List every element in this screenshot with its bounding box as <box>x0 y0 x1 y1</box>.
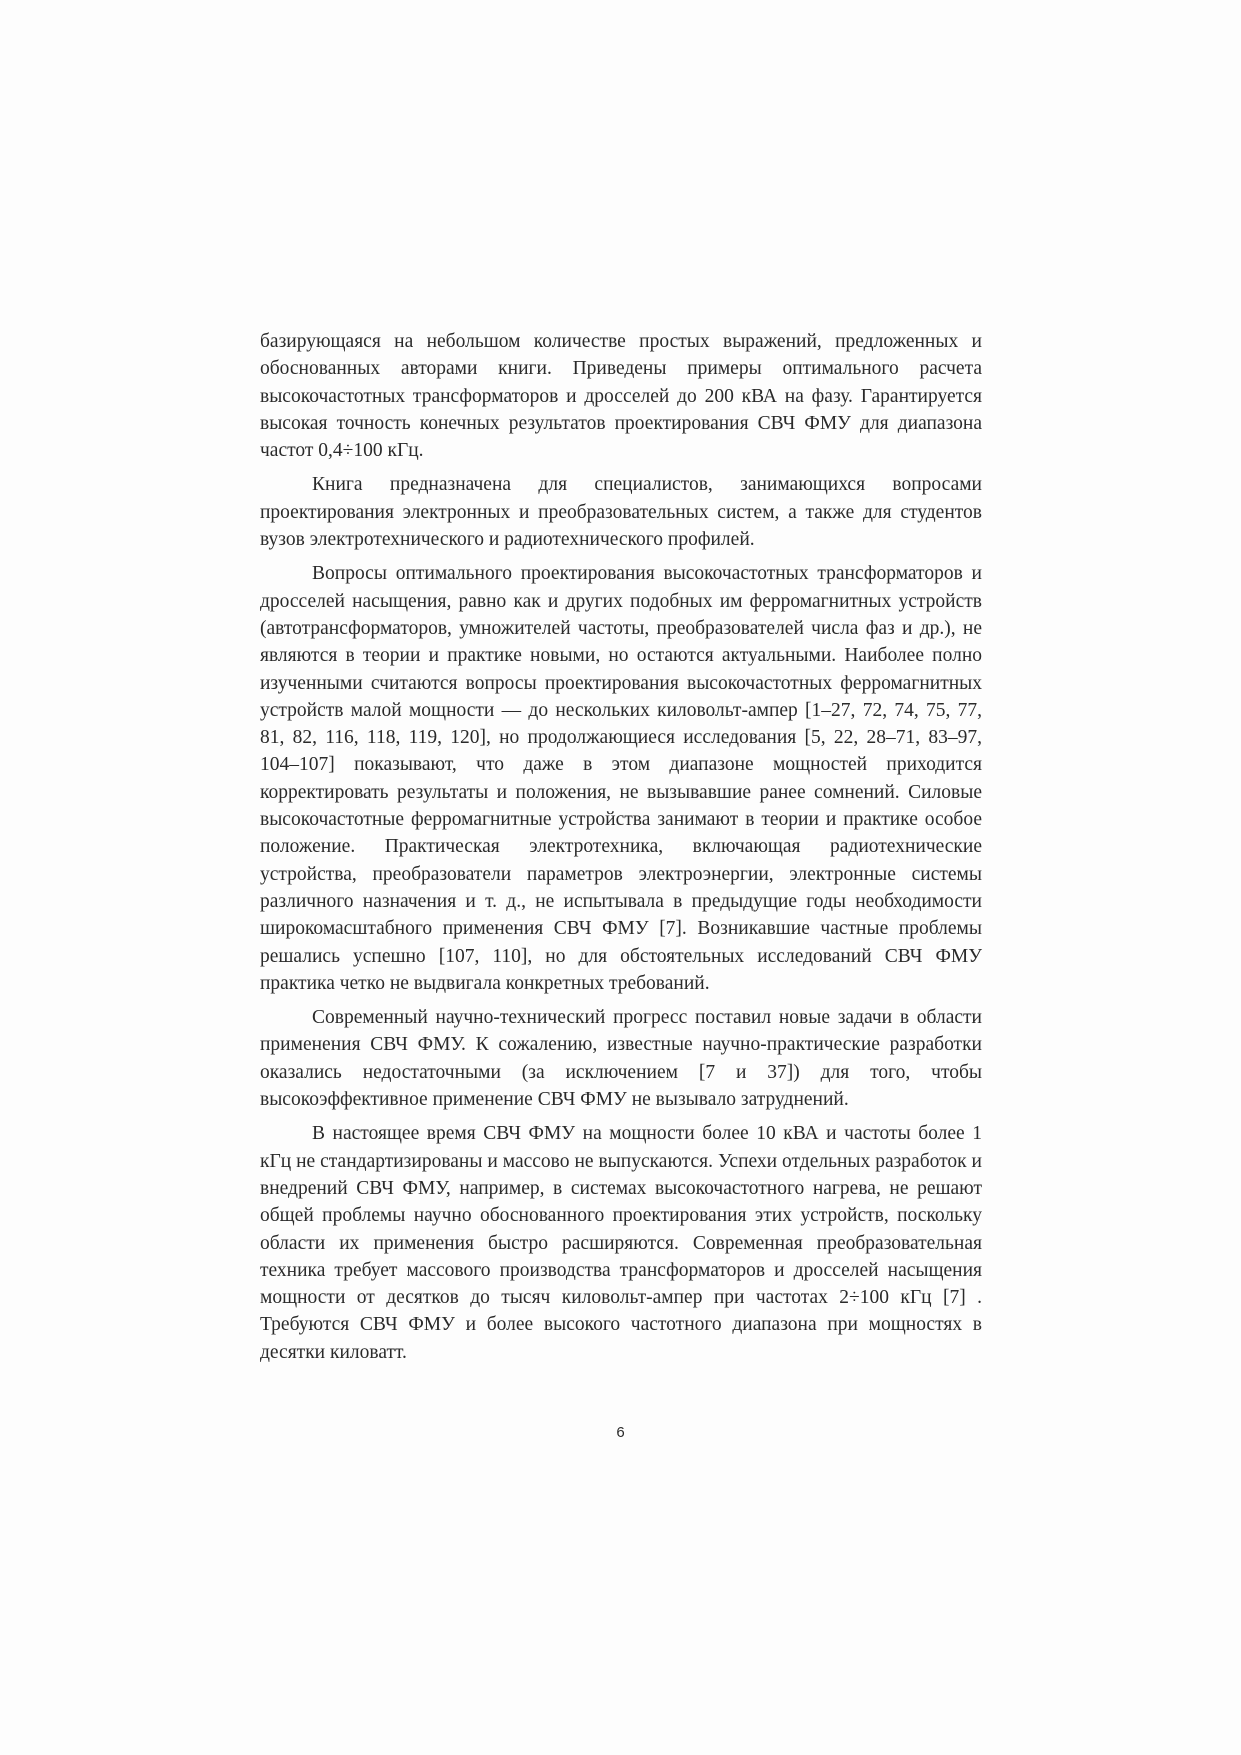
body-text <box>260 328 982 1373</box>
paragraph-current-state: В настоящее время СВЧ ФМУ на мощности более 10 кВА и частоты более 1 кГц не стандартизированы и массово не выпускаются. Успехи отдельных разработок и внедрений СВЧ ФМУ, например, в системах высокочастотного нагрева, не решают общей проблемы научно обоснованного проектирования этих устройств, поскольку области их применения быстро расширяются. Современная преобразовательная техника требует массового производства трансформаторов и дросселей насыщения мощности от десятков до тысяч киловольт-ампер при частотах 2÷100 кГц [7] . Требуются СВЧ ФМУ и более высокого частотного диапазона при мощностях в десятки киловатт. <box>260 1123 982 1363</box>
paragraph-audience: Книга предназначена для специалистов, занимающихся вопросами проектирования электронных и преобразовательных систем, а также для студентов вузов электротехнического и радиотехнического профилей. <box>260 474 982 551</box>
paragraph-design-questions: Вопросы оптимального проектирования высокочастотных трансформаторов и дросселей насыщения, равно как и других подобных им ферромагнитных устройств (автотрансформаторов, умножителей частоты, преобразователей числа фаз и др.), не являются в теории и практике новыми, но остаются актуальными. Наиболее полно изученными считаются вопросы проектирования высокочастотных ферромагнитных устройств малой мощности — до нескольких киловольт-ампер [1–27, 72, 74, 75, 77, 81, 82, 116, 118, 119, 120], но продолжающиеся исследования [5, 22, 28–71, 83–97, 104–107] показывают, что даже в этом диапазоне мощностей приходится корректировать результаты и положения, не вызывавшие ранее сомнений. Силовые высокочастотные ферромагнитные устройства занимают в теории и практике особое положение. Практическая электротехника, включающая радиотехнические устройства, преобразователи параметров электроэнергии, электронные системы различного назначения и т. д., не испытывала в предыдущие годы необходимости широкомасштабного применения СВЧ ФМУ [7]. Возникавшие частные проблемы решались успешно [107, 110], но для обстоятельных исследований СВЧ ФМУ практика четко не выдвигала конкретных требований. <box>260 563 982 994</box>
paragraph-continuation: базирующаяся на небольшом количестве простых выражений, предложенных и обоснованных авторами книги. Приведены примеры оптимального расчета высокочастотных трансформаторов и дросселей до 200 кВА на фазу. Гарантируется высокая точность конечных результатов проектирования СВЧ ФМУ для диапазона частот 0,4÷100 кГц. <box>260 331 982 462</box>
page-number: 6 <box>616 1424 625 1441</box>
paragraph-progress: Современный научно-технический прогресс поставил новые задачи в области применения СВЧ ФМУ. К сожалению, известные научно-практические разработки оказались недостаточными (за исключением [7 и 37]) для того, чтобы высокоэффективное применение СВЧ ФМУ не вызывало затруднений. <box>260 1007 982 1111</box>
